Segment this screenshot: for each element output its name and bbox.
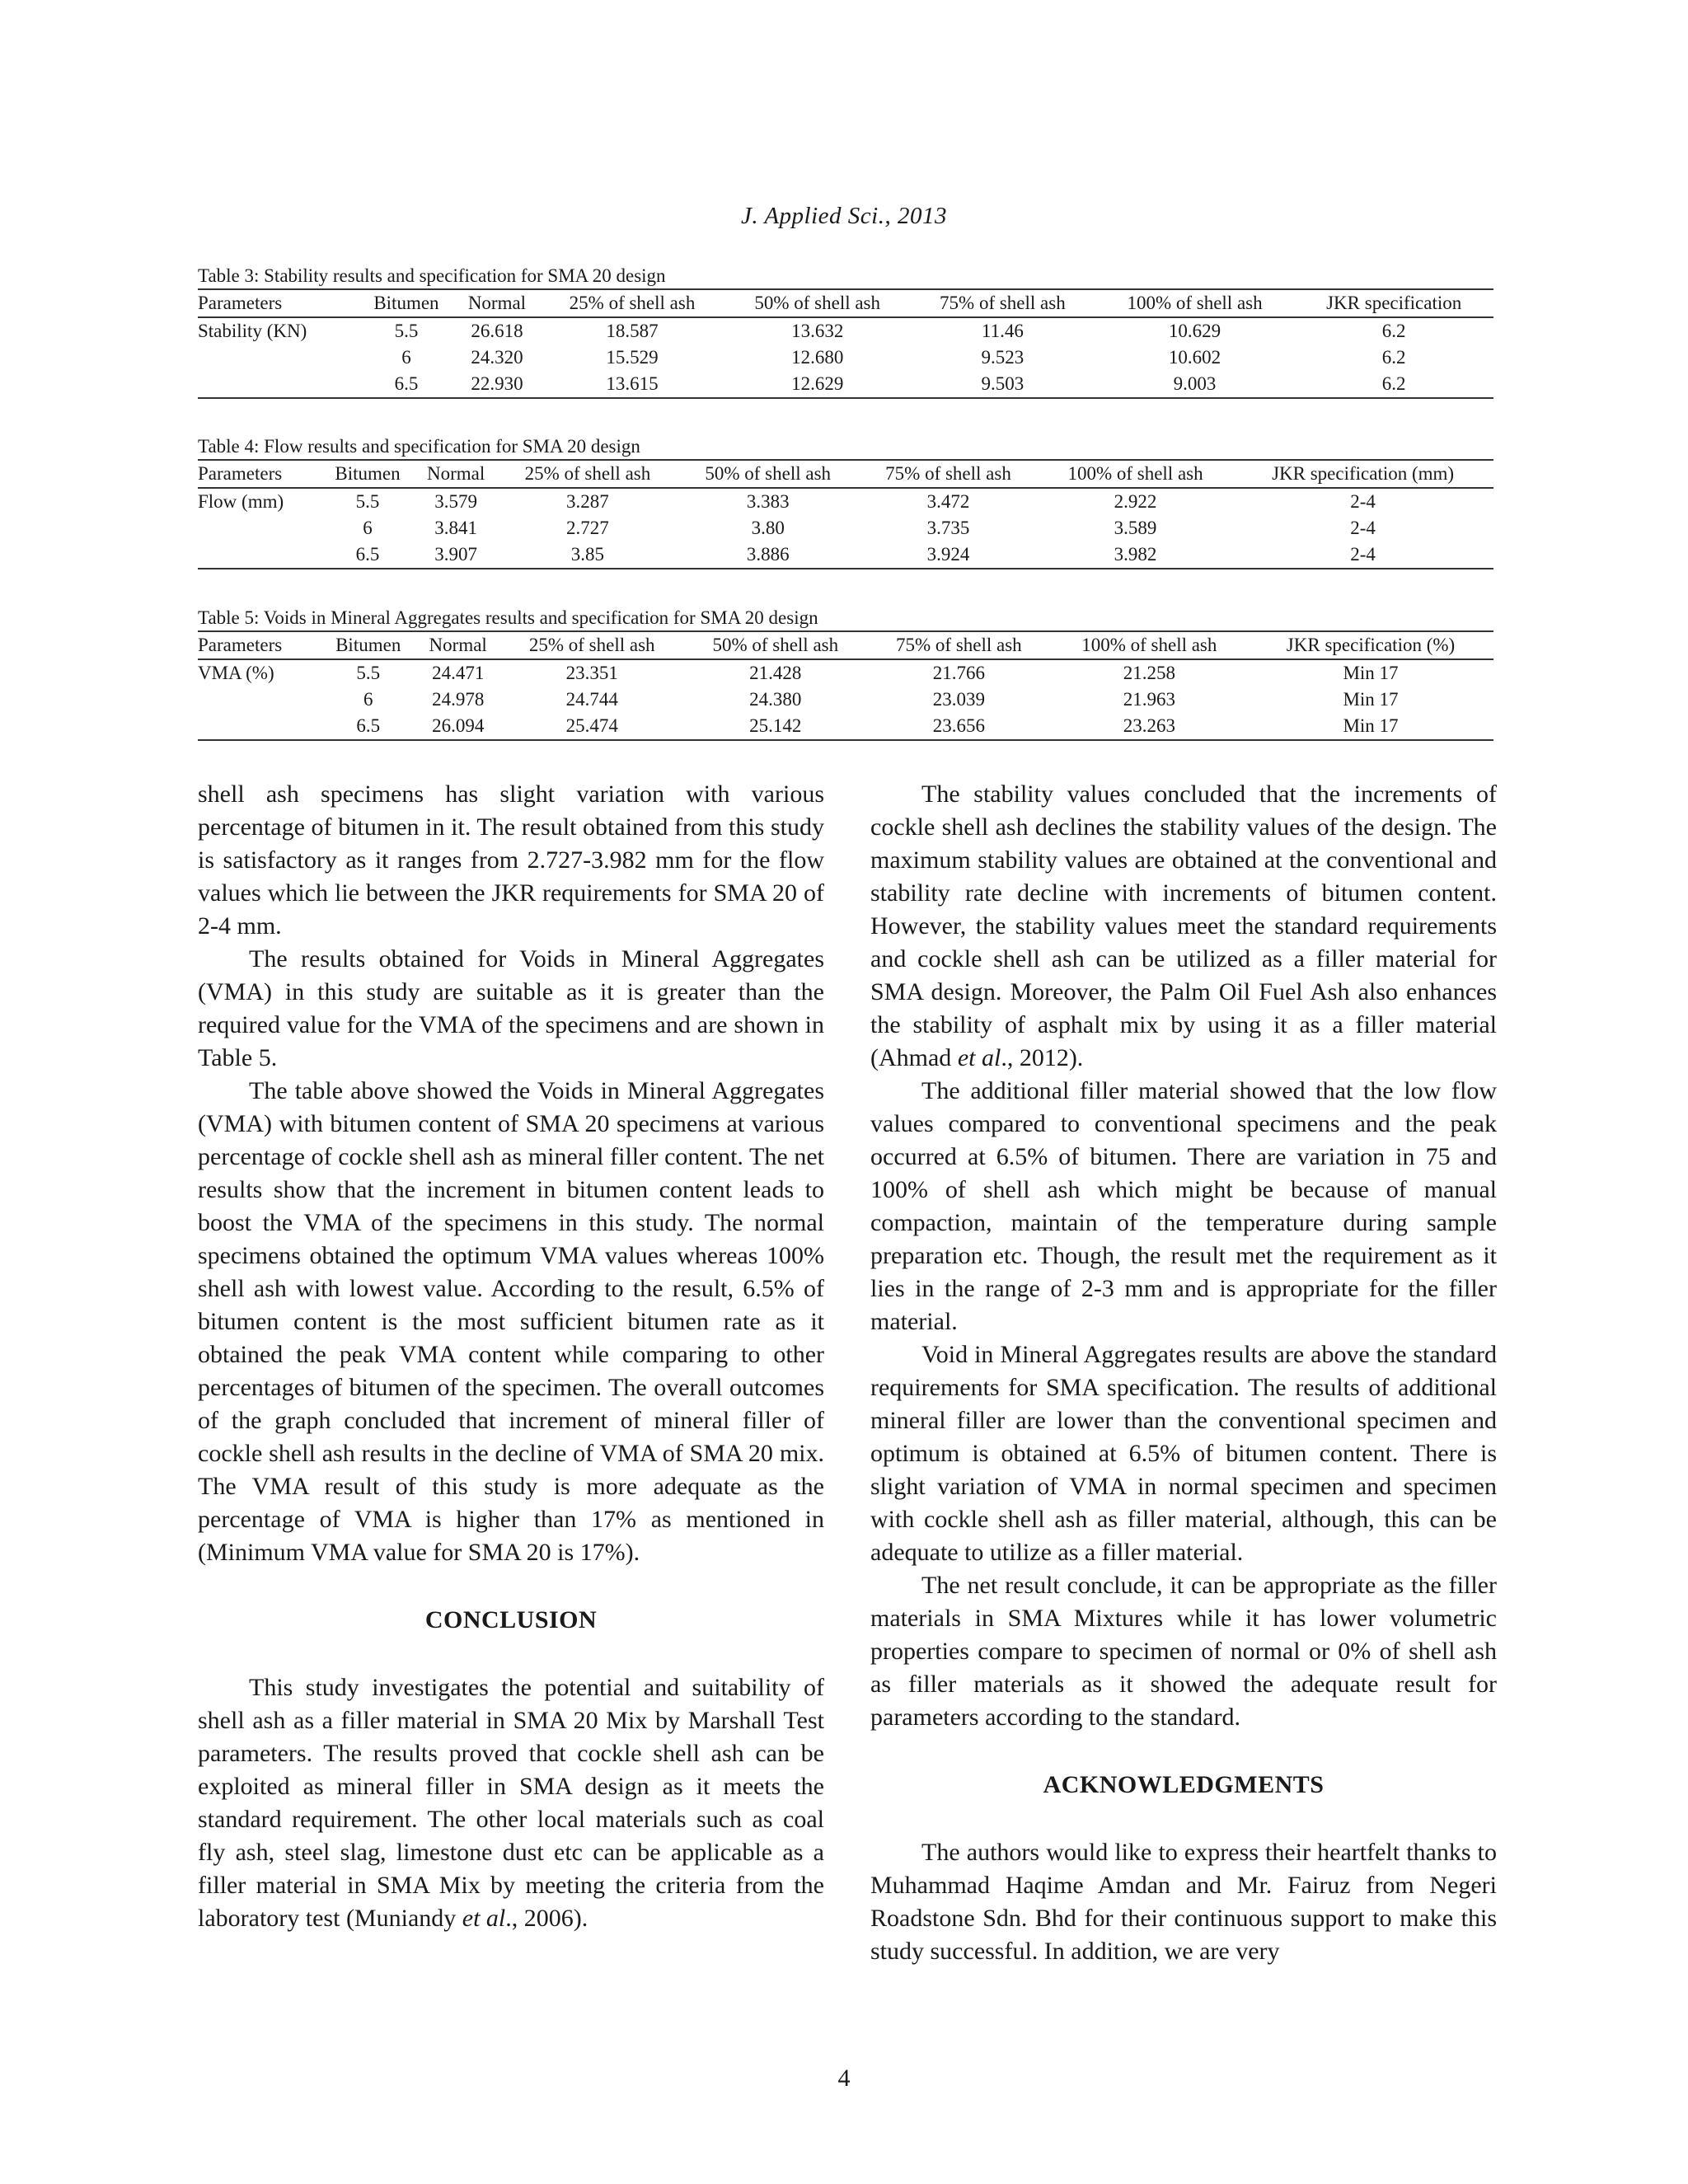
table-caption: Table 5: Voids in Mineral Aggregates results and specification for SMA 20 design: [198, 607, 818, 628]
paragraph: The additional filler material showed that the low flow values compared to conventional specimens and the peak occurred at 6.5% of bitumen. There are variation in 75 and 100% of shell ash which might be because of manual compaction, maintain of the temperature during sample preparation etc. Though, the result met the requirement as it lies in the range of 2-3 mm and is appropriate for the filler material.: [870, 1077, 1497, 1335]
text-span: This study investigates the potential and suitability of shell ash as a filler material in SMA 20 Mix by Marshall Test parameters. The results proved that cockle shell ash can be exploited as mineral filler in SMA design as it meets the standard requirement. The other local materials such as coal fly ash, steel slag, limestone dust etc can be applicable as a filler material in SMA Mix by meeting the criteria from the laboratory test (Muniandy: [198, 1674, 824, 1932]
column-header: 75% of shell ash: [940, 293, 1066, 313]
column-header: Normal: [429, 635, 487, 655]
column-header: JKR specification (%): [1286, 635, 1456, 655]
text-span: The stability values concluded that the increments of cockle shell ash declines the stability values of the design. The maximum stability values are obtained at the conventional and stability rate decline with increments of bitumen content. However, the stability values meet the standard requirements and cockle shell ash can be utilized as a filler material for SMA design. Moreover, the Palm Oil Fuel Ash also enhances the stability of asphalt mix by using it as a filler material (Ahmad: [870, 780, 1497, 1071]
table-cell: 3.287: [566, 491, 609, 512]
stability-table: [198, 288, 1493, 399]
table-cell: 15.529: [606, 347, 659, 368]
left-column: [198, 778, 824, 1935]
table-cell: 3.735: [926, 518, 970, 538]
table-row: [198, 371, 1493, 398]
vma-table: [198, 630, 1493, 741]
table-cell: 3.841: [434, 518, 478, 538]
table-cell: [198, 515, 321, 541]
text-span: ., 2006).: [505, 1905, 588, 1932]
table-cell: 21.766: [932, 663, 985, 683]
table-cell: 18.587: [606, 321, 659, 341]
paragraph: The results obtained for Voids in Mineral Aggregates (VMA) in this study are suitable as it is greater than the required value for the VMA of the specimens and are shown in Table 5.: [198, 945, 824, 1071]
table-cell: 24.978: [432, 689, 485, 710]
table-row: [198, 659, 1493, 687]
table-cell: 13.632: [791, 321, 844, 341]
column-header: Normal: [427, 463, 485, 484]
paragraph: [870, 778, 1497, 1075]
column-header: 25% of shell ash: [528, 635, 655, 655]
table-cell: 5.5: [394, 321, 419, 341]
column-header: 50% of shell ash: [712, 635, 839, 655]
column-header: JKR specification: [1326, 293, 1462, 313]
column-header: Bitumen: [373, 293, 439, 313]
table-4: [198, 434, 1493, 569]
table-cell: 12.680: [791, 347, 844, 368]
page-number: 4: [837, 2064, 851, 2092]
table-cell: [198, 371, 359, 398]
acknowledgments-heading: ACKNOWLEDGMENTS: [1043, 1771, 1325, 1798]
column-header: 100% of shell ash: [1081, 635, 1217, 655]
table-cell: 21.428: [749, 663, 802, 683]
table-cell: 9.003: [1173, 373, 1217, 394]
table-cell: 3.472: [926, 491, 970, 512]
column-header: 25% of shell ash: [569, 293, 696, 313]
table-row: [198, 317, 1493, 344]
table-cell: 10.629: [1168, 321, 1221, 341]
column-header: Parameters: [198, 463, 283, 484]
column-header: Bitumen: [335, 635, 401, 655]
table-cell: 26.618: [471, 321, 523, 341]
table-cell: 23.039: [932, 689, 985, 710]
italic-text: et al: [462, 1905, 506, 1932]
table-cell: Min 17: [1343, 715, 1399, 736]
paragraph: The table above showed the Voids in Mineral Aggregates (VMA) with bitumen content of SMA 20 specimens at various percentage of cockle shell ash as mineral filler content. The net results show that the increment in bitumen content leads to boost the VMA of the specimens in this study. The normal specimens obtained the optimum VMA values whereas 100% shell ash with lowest value. According to the result, 6.5% of bitumen content is the most sufficient bitumen rate as it obtained the peak VMA content while comparing to other percentages of bitumen of the specimen. The overall outcomes of the graph concluded that increment of mineral filler of cockle shell ash results in the decline of VMA of SMA 20 mix. The VMA result of this study is more adequate as the percentage of VMA is higher than 17% as mentioned in (Minimum VMA value for SMA 20 is 17%).: [198, 1077, 824, 1566]
table-cell: 23.263: [1123, 715, 1175, 736]
table-cell: 2-4: [1350, 544, 1376, 565]
table-cell: Min 17: [1343, 689, 1399, 710]
table-cell: 3.85: [570, 544, 605, 565]
table-cell: [198, 687, 321, 713]
table-cell: VMA (%): [198, 663, 274, 683]
column-header: 100% of shell ash: [1067, 463, 1203, 484]
column-header: JKR specification (mm): [1272, 463, 1455, 484]
text-span: ., 2012).: [1001, 1044, 1084, 1071]
table-cell: 23.656: [932, 715, 985, 736]
table-cell: 6.2: [1381, 373, 1406, 394]
table-cell: 11.46: [981, 321, 1024, 341]
table-cell: 3.924: [926, 544, 970, 565]
column-header: Parameters: [198, 635, 283, 655]
table-cell: 23.351: [565, 663, 618, 683]
table-cell: 6.5: [394, 373, 419, 394]
paragraph: The net result conclude, it can be appropriate as the filler materials in SMA Mixtures while it has lower volumetric properties compare to specimen of normal or 0% of shell ash as filler materials as it showed the adequate result for parameters according to the standard.: [870, 1572, 1497, 1731]
table-row: [198, 541, 1493, 569]
table-cell: 9.523: [981, 347, 1025, 368]
table-cell: Min 17: [1343, 663, 1399, 683]
table-cell: 6.2: [1381, 347, 1406, 368]
table-cell: Stability (KN): [198, 321, 307, 341]
table-cell: 5.5: [355, 491, 380, 512]
table-cell: 25.142: [749, 715, 802, 736]
table-cell: 9.503: [981, 373, 1025, 394]
table-row: [198, 713, 1493, 740]
table-cell: 24.744: [565, 689, 618, 710]
table-row: [198, 488, 1493, 515]
flow-table: [198, 459, 1493, 569]
table-cell: 12.629: [791, 373, 844, 394]
column-header: Bitumen: [335, 463, 401, 484]
column-header: 75% of shell ash: [896, 635, 1022, 655]
column-header: Normal: [467, 293, 527, 313]
table-cell: [198, 713, 321, 740]
column-header: 50% of shell ash: [705, 463, 832, 484]
table-cell: 22.930: [471, 373, 523, 394]
table-cell: 25.474: [565, 715, 618, 736]
table-header-row: [198, 460, 1493, 488]
paragraph: The authors would like to express their heartfelt thanks to Muhammad Haqime Amdan and Mr. Fairuz from Negeri Roadstone Sdn. Bhd for their continuous support to make this study successful. In addition, we are very: [870, 1839, 1497, 1965]
table-header-row: [198, 289, 1493, 317]
table-cell: 6: [363, 689, 373, 710]
table-cell: 5.5: [356, 663, 381, 683]
table-cell: 24.471: [432, 663, 485, 683]
italic-text: et al: [957, 1044, 1001, 1071]
table-cell: 6.2: [1381, 321, 1406, 341]
table-cell: 3.982: [1114, 544, 1157, 565]
table-cell: 13.615: [606, 373, 659, 394]
table-cell: 3.579: [434, 491, 478, 512]
conclusion-heading: CONCLUSION: [424, 1606, 598, 1633]
table-cell: 2.922: [1114, 491, 1157, 512]
column-header: 25% of shell ash: [524, 463, 651, 484]
paragraph: shell ash specimens has slight variation with various percentage of bitumen in it. The result obtained from this study is satisfactory as it ranges from 2.727-3.982 mm for the flow values which lie between the JKR requirements for SMA 20 of 2-4 mm.: [198, 780, 824, 940]
table-header-row: [198, 631, 1493, 659]
table-cell: 24.320: [471, 347, 523, 368]
table-cell: 6: [401, 347, 411, 368]
table-cell: 24.380: [749, 689, 802, 710]
table-cell: 21.258: [1123, 663, 1175, 683]
table-3: [198, 264, 1493, 399]
column-header: Parameters: [198, 293, 283, 313]
table-cell: 2-4: [1350, 491, 1376, 512]
paragraph: Void in Mineral Aggregates results are above the standard requirements for SMA specification. The results of additional mineral filler are lower than the conventional specimen and optimum is obtained at 6.5% of bitumen content. There is slight variation of VMA in normal specimen and specimen with cockle shell ash as filler material, although, this can be adequate to utilize as a filler material.: [870, 1341, 1497, 1566]
table-cell: 3.383: [746, 491, 790, 512]
journal-header: J. Applied Sci., 2013: [741, 203, 947, 229]
table-row: [198, 344, 1493, 371]
column-header: 100% of shell ash: [1127, 293, 1263, 313]
table-cell: Flow (mm): [198, 491, 284, 512]
table-cell: [198, 541, 321, 569]
table-row: [198, 515, 1493, 541]
table-cell: 2-4: [1350, 518, 1376, 538]
table-cell: 2.727: [566, 518, 609, 538]
table-cell: 10.602: [1168, 347, 1221, 368]
right-column: [870, 778, 1497, 1968]
paragraph: [198, 1671, 824, 1935]
table-cell: [198, 344, 359, 371]
table-cell: 3.80: [751, 518, 785, 538]
table-5: [198, 606, 1493, 741]
column-header: 75% of shell ash: [885, 463, 1011, 484]
table-cell: 6.5: [355, 544, 380, 565]
table-cell: 3.907: [434, 544, 478, 565]
table-cell: 21.963: [1123, 689, 1175, 710]
table-caption: Table 3: Stability results and specification for SMA 20 design: [198, 265, 666, 286]
table-caption: Table 4: Flow results and specification for SMA 20 design: [198, 436, 640, 457]
table-cell: 6.5: [356, 715, 381, 736]
table-cell: 26.094: [432, 715, 485, 736]
table-cell: 3.589: [1114, 518, 1157, 538]
table-cell: 6: [363, 518, 373, 538]
table-cell: 3.886: [746, 544, 790, 565]
table-row: [198, 687, 1493, 713]
column-header: 50% of shell ash: [754, 293, 881, 313]
